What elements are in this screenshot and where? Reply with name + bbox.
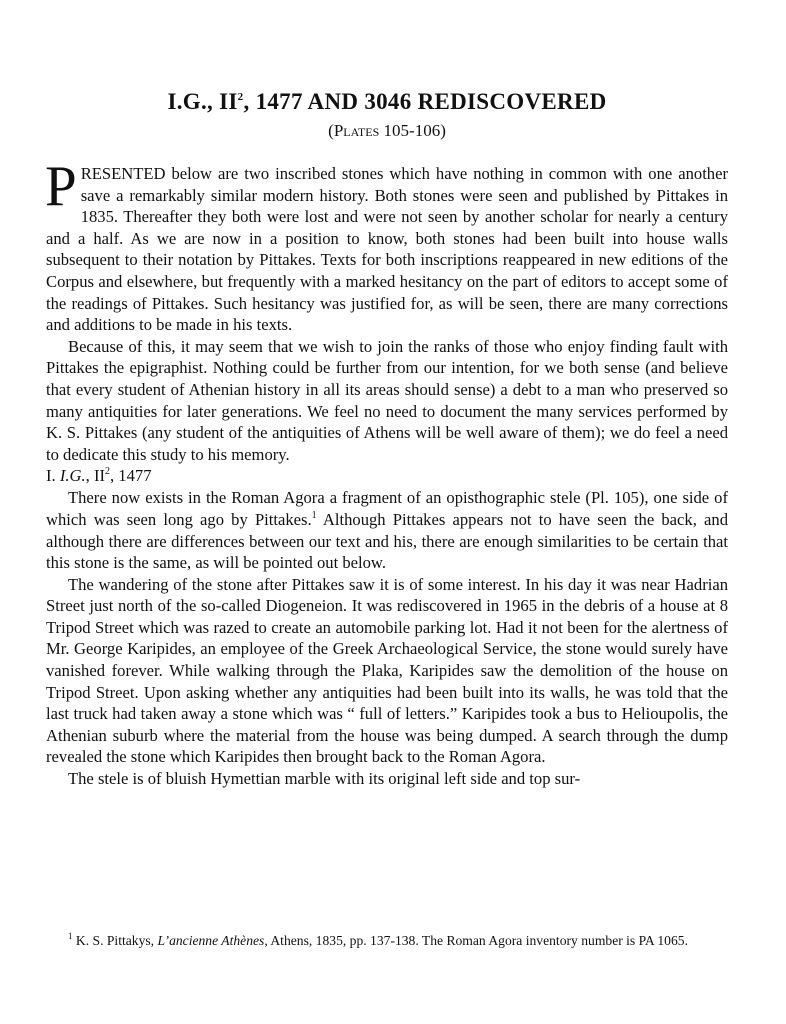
footnote-number: 1 <box>68 931 73 941</box>
paragraph-5: The stele is of bluish Hymettian marble with its original left side and top sur- <box>68 769 581 789</box>
section-mid: , II <box>85 466 105 486</box>
footnote-text-a: K. S. Pittakys, <box>72 933 158 948</box>
section-number: , 1477 <box>110 466 152 486</box>
paragraph-1 <box>45 155 728 336</box>
section-superscript: 2 <box>105 466 110 478</box>
plates-open-paren: ( <box>328 121 334 140</box>
section-ig: I.G. <box>59 466 86 486</box>
footnote-text-b: Athens, 1835, pp. 137-138. The Roman Agora inventory number is PA 1065. <box>267 933 688 948</box>
drop-cap: P <box>45 155 77 218</box>
plates-reference <box>46 120 728 142</box>
section-numeral: I. <box>46 466 60 486</box>
article-body <box>45 155 728 790</box>
article-title <box>46 83 728 116</box>
title-superscript: 2 <box>237 91 244 103</box>
paragraph-1-text: RESENTED below are two inscribed stones which have nothing in common with one another save a remarkably similar modern history. Both stones were seen and published by Pittakes in 1835. Thereafter they both were lost and were not seen by another scholar for nearly a century and a half. As we are now in a position to know, both stones had been built into house walls subsequent to their notation by Pittakes. Texts for both inscriptions reappeared in new editions of the Corpus and elsewhere, but frequently with a marked hesitancy on the part of editors to accept some of the readings of Pittakes. Such hesitancy was justified for, as will be seen, there are many corrections and additions to be made in his texts. <box>46 164 728 335</box>
title-part-2: , 1477 AND 3046 REDISCOVERED <box>243 89 607 114</box>
plates-range: 105-106) <box>379 121 446 140</box>
footnote-1 <box>46 932 728 951</box>
paragraph-3-text-a: There now exists in the Roman Agora a fragment of an opisthographic stele (Pl. 105), one side of which was seen long ago by Pittakes. <box>46 488 728 529</box>
footnote-ref-1[interactable]: 1 <box>311 509 317 521</box>
title-part-1: I.G., II <box>167 89 238 114</box>
plates-word: Plates <box>333 121 380 140</box>
paragraph-4: The wandering of the stone after Pittakes saw it is of some interest. In his day it was near Hadrian Street just north of the so-called Diogeneion. It was rediscovered in 1965 in the debris of a house at 8 Tripod Street which was razed to create an automobile parking lot. Had it not been for the alertness of Mr. George Karipides, an employee of the Greek Archaeological Service, the stone would surely have vanished forever. While walking through the Plaka, Karipides saw the demolition of the house on Tripod Street. Upon asking whether any antiquities had been built into its walls, he was told that the last truck had taken away a stone which was “ full of letters.” Karipides took a bus to Helioupolis, the Athenian suburb where the material from the house was being dumped. A search through the dump revealed the stone which Karipides then brought back to the Roman Agora. <box>46 574 728 767</box>
footnote-title: L’ancienne Athènes, <box>157 933 268 948</box>
section-heading <box>46 465 728 487</box>
paragraph-3-text-b: Although Pittakes appears not to have seen the back, and although there are differences between our text and his, there are enough similarities to be certain that this stone is the same, as will be pointed out below. <box>46 509 728 573</box>
paragraph-3 <box>46 487 728 573</box>
paragraph-2: Because of this, it may seem that we wish to join the ranks of those who enjoy finding fault with Pittakes the epigraphist. Nothing could be further from our intention, for we both sense (and believe that every student of Athenian history in all its areas should sense) a debt to a man who preserved so many antiquities for later generations. We feel no need to document the many services performed by K. S. Pittakes (any student of the antiquities of Athens will be well aware of them); we do feel a need to dedicate this study to his memory. <box>46 336 728 464</box>
